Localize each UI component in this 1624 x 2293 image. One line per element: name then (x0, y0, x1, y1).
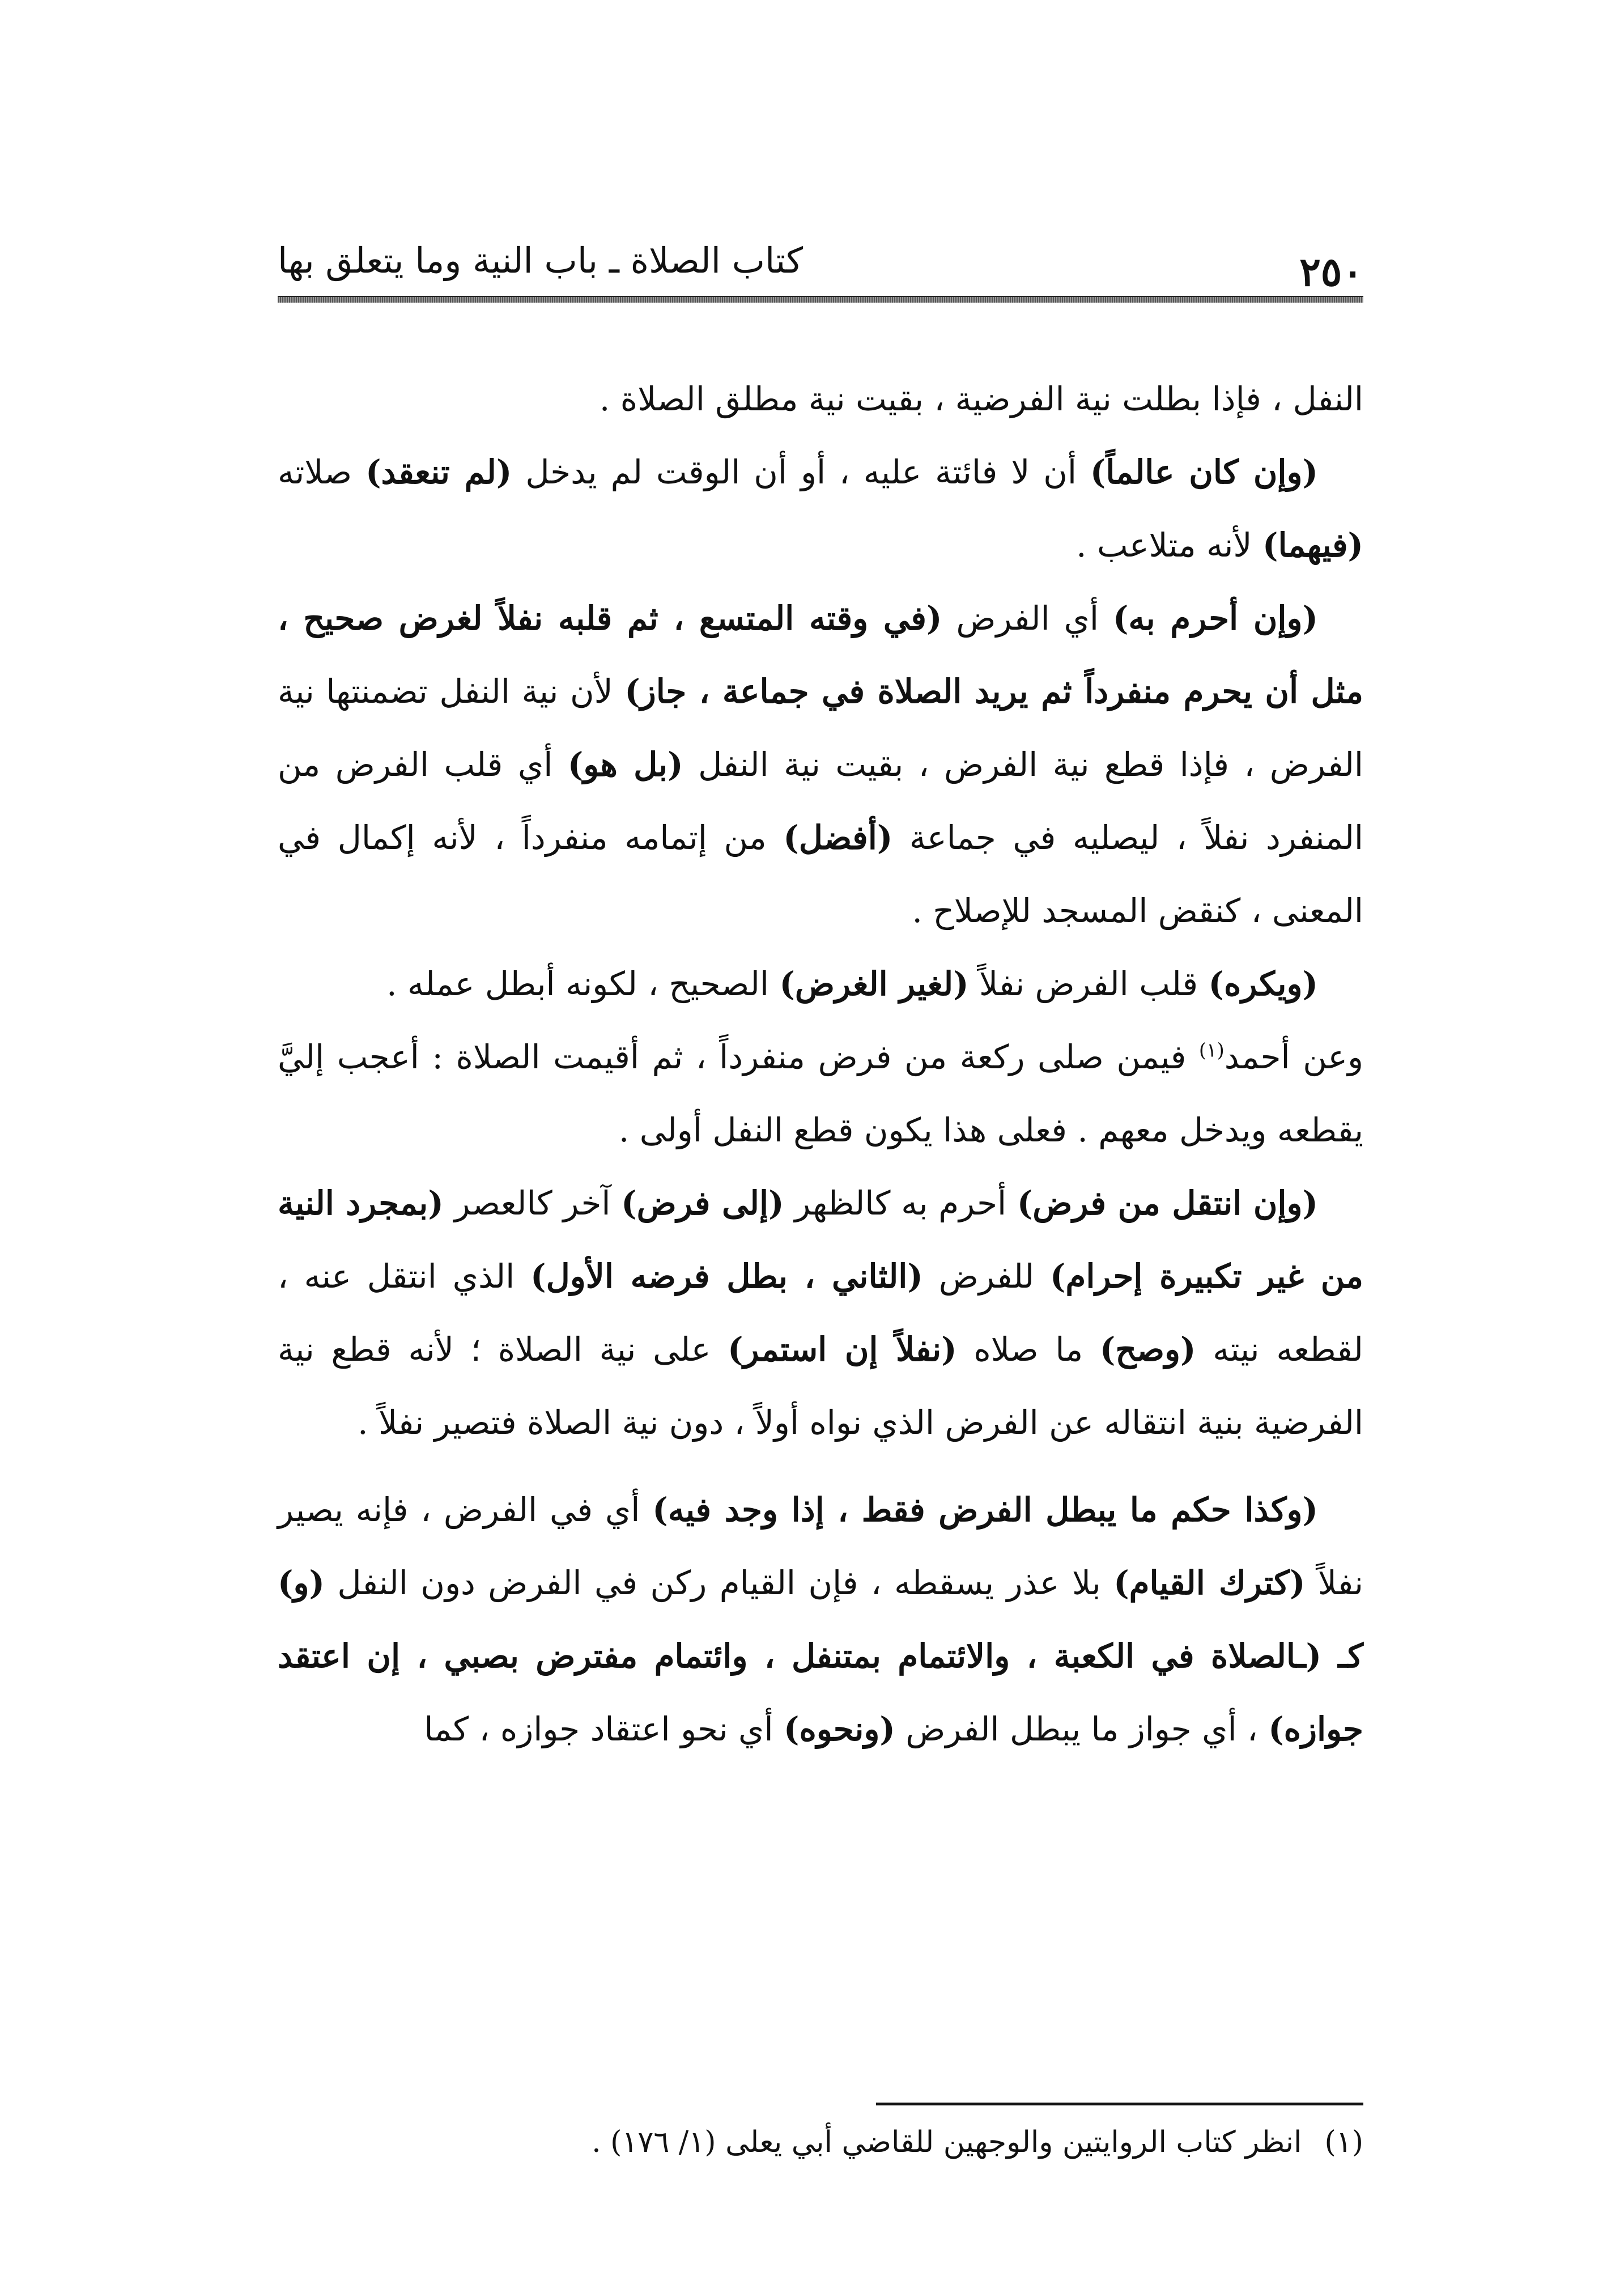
footnote (278, 2117, 1363, 2168)
text-segment: على نية الصلاة ؛ لأنه قطع نية الفرضية بنية انتقاله عن الفرض الذي نواه أولاً ، دون نية الصلاة فتصير نفلاً . (278, 1330, 1363, 1442)
bold-segment: (فيهما) (1262, 526, 1363, 564)
bold-segment: (كترك القيام) (1113, 1564, 1306, 1602)
text-segment: لأنه متلاعب . (1076, 526, 1262, 564)
footnote-divider (876, 2103, 1363, 2105)
bold-segment: (بل هو) (567, 745, 683, 784)
paragraph (278, 1474, 1363, 1766)
text-segment: للفرض (922, 1257, 1050, 1296)
bold-segment: (بمجرد النية من غير تكبيرة إحرام) (278, 1184, 1363, 1296)
paragraph (278, 1021, 1363, 1167)
page-number: ٢٥٠ (1299, 248, 1363, 295)
paragraph (278, 363, 1363, 436)
chapter-title: كتاب الصلاة ـ باب النية وما يتعلق بها (278, 240, 804, 281)
text-segment: آخر كالعصر (443, 1184, 622, 1222)
bold-segment: (وإن انتقل من فرض) (1017, 1184, 1318, 1222)
text-segment: أن لا فائتة عليه ، أو أن الوقت لم يدخل (512, 453, 1090, 491)
bold-segment: (في وقته المتسع ، ثم قلبه نفلاً لغرض صحيح ، مثل أن يحرم منفرداً ثم يريد الصلاة في جماعة ، جاز) (278, 599, 1363, 711)
paragraph (278, 1167, 1363, 1459)
bold-segment: (و) كـ (ـالصلاة في الكعبة ، والائتمام بمتنفل ، وائتمام مفترض بصبي ، إن اعتقد جوازه) (278, 1564, 1363, 1748)
main-text (278, 363, 1363, 1766)
bold-segment: (إلى فرض) (621, 1184, 784, 1222)
bold-segment: (الثاني ، بطل فرضه الأول) (530, 1257, 923, 1296)
bold-segment: (لم تنعقد) (365, 453, 512, 491)
footnote-text: انظر كتاب الروايتين والوجهين للقاضي أبي يعلى (١/ ١٧٦) . (592, 2125, 1302, 2159)
text-segment: وعن أحمد (1224, 1038, 1363, 1076)
bold-segment: (وإن أحرم به) (1112, 599, 1318, 638)
bold-segment: (نفلاً إن استمر) (728, 1330, 957, 1369)
running-header (278, 232, 1363, 295)
text-segment: أي الفرض (942, 599, 1113, 638)
bold-segment: (وإن كان عالماً) (1090, 453, 1318, 491)
bold-segment: (ويكره) (1208, 965, 1318, 1003)
text-segment: أي نحو اعتقاد جوازه ، كما (424, 1710, 784, 1748)
text-segment: ، أي جواز ما يبطل الفرض (895, 1710, 1269, 1748)
text-segment: قلب الفرض نفلاً (968, 965, 1209, 1003)
paragraph (278, 436, 1363, 582)
footnote-reference: (١) (1198, 1039, 1225, 1062)
bold-segment: (لغير الغرض) (779, 965, 969, 1003)
paragraph (278, 948, 1363, 1021)
text-segment: بلا عذر يسقطه ، فإن القيام ركن في الفرض دون النفل (324, 1564, 1114, 1602)
text-segment: أي قلب الفرض من المنفرد نفلاً ، ليصليه في جماعة (278, 745, 1363, 857)
text-segment: أي في الفرض ، فإنه يصير نفلاً (278, 1491, 1363, 1602)
paragraph (278, 582, 1363, 948)
bold-segment: (أفضل) (783, 818, 893, 857)
text-segment: الصحيح ، لكونه أبطل عمله . (386, 965, 780, 1003)
text-segment: لأن نية النفل تضمنتها نية الفرض ، فإذا قطع نية الفرض ، بقيت نية النفل (278, 672, 1363, 784)
footnote-marker: (١) (1324, 2125, 1363, 2159)
text-segment: أحرم به كالظهر (784, 1184, 1017, 1222)
text-segment: النفل ، فإذا بطلت نية الفرضية ، بقيت نية مطلق الصلاة . (599, 380, 1363, 418)
text-segment: من إتمامه منفرداً ، لأنه إكمال في المعنى ، كنقض المسجد للإصلاح . (278, 818, 1363, 930)
bold-segment: (وكذا حكم ما يبطل الفرض فقط ، إذا وجد فيه) (652, 1491, 1319, 1529)
text-segment: الذي انتقل عنه ، لقطعه نيته (278, 1257, 1363, 1369)
header-divider (278, 296, 1363, 303)
text-segment: صلاته (278, 453, 366, 491)
bold-segment: (وصح) (1099, 1330, 1196, 1369)
text-segment: ما صلاه (956, 1330, 1100, 1369)
bold-segment: (ونحوه) (784, 1710, 895, 1748)
text-segment: فيمن صلى ركعة من فرض منفرداً ، ثم أقيمت الصلاة : أعجب إليَّ يقطعه ويدخل معهم . فعلى هذا يكون قطع النفل أولى . (278, 1038, 1363, 1149)
